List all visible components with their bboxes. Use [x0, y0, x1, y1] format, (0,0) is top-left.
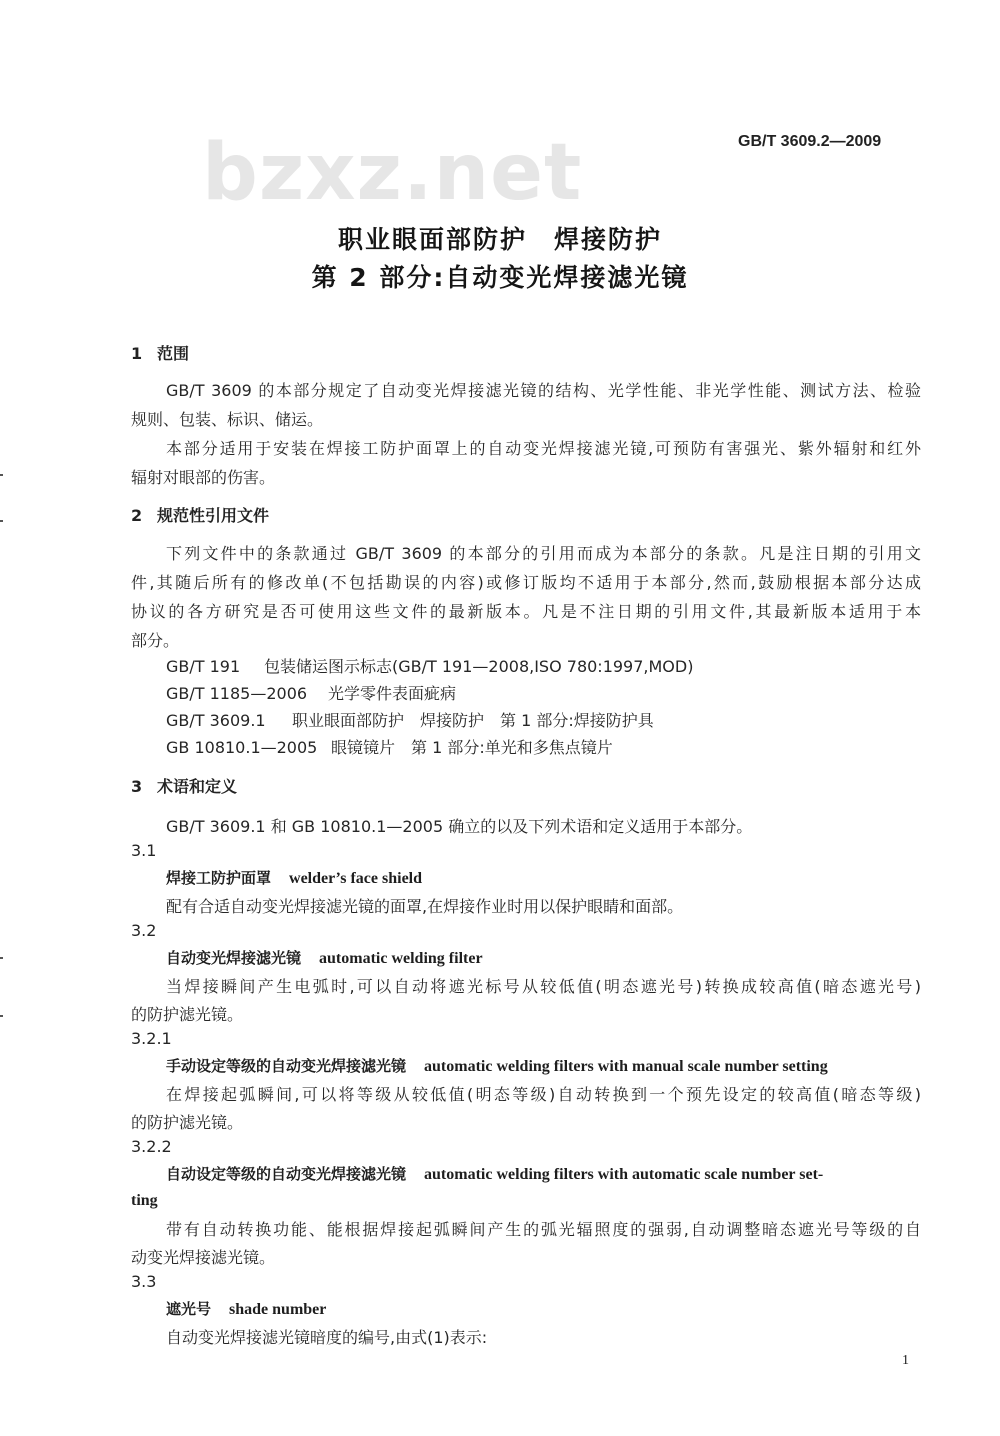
paragraph-line: 件,其随后所有的修改单(不包括勘误的内容)或修订版均不适用于本部分,然而,鼓励根据本部分达成	[131, 573, 921, 592]
paragraph-line: GB/T 3609.1 和 GB 10810.1—2005 确立的以及下列术语和定义适用于本部分。	[166, 817, 753, 836]
term-en: ting	[131, 1192, 158, 1209]
section-3-heading	[131, 774, 237, 797]
document-title-line2: 第 2 部分:自动变光焊接滤光镜	[311, 263, 689, 292]
term-zh: 遮光号	[166, 1300, 212, 1318]
paragraph-line: 部分。	[131, 631, 180, 650]
paragraph-line: 规则、包装、标识、储运。	[131, 410, 324, 429]
term-entry	[166, 1163, 823, 1184]
term-en: automatic welding filters with manual scale number setting	[424, 1058, 828, 1075]
term-entry	[166, 1055, 828, 1076]
reference-code: GB 10810.1—2005	[166, 738, 318, 757]
reference-title: 光学零件表面疵病	[328, 684, 457, 703]
definition-line: 的防护滤光镜。	[131, 1005, 244, 1024]
clause-number: 3.2.2	[131, 1137, 172, 1156]
term-zh: 焊接工防护面罩	[166, 869, 272, 887]
definition-line: 动变光焊接滤光镜。	[131, 1248, 276, 1267]
term-zh: 手动设定等级的自动变光焊接滤光镜	[166, 1057, 407, 1075]
paragraph-line: 本部分适用于安装在焊接工防护面罩上的自动变光焊接滤光镜,可预防有害强光、紫外辐射和红外	[166, 439, 921, 458]
term-entry	[166, 867, 422, 888]
section-title: 范围	[157, 344, 190, 363]
scan-mark	[0, 1015, 3, 1017]
reference-code: GB/T 191	[166, 657, 241, 676]
watermark: bzxz.net	[202, 128, 583, 218]
scan-mark	[0, 957, 3, 959]
definition-line: 当焊接瞬间产生电弧时,可以自动将遮光标号从较低值(明态遮光号)转换成较高值(暗态遮光号)	[166, 977, 921, 996]
clause-number: 3.3	[131, 1272, 157, 1291]
definition-line: 的防护滤光镜。	[131, 1113, 244, 1132]
standard-number: GB/T 3609.2—2009	[738, 133, 882, 150]
clause-number: 3.2	[131, 921, 157, 940]
paragraph-line: 协议的各方研究是否可使用这些文件的最新版本。凡是不注日期的引用文件,其最新版本适用于本	[131, 602, 921, 621]
reference-code: GB/T 3609.1	[166, 711, 266, 730]
reference-title: 眼镜镜片 第 1 部分:单光和多焦点镜片	[331, 738, 613, 757]
term-en: welder’s face shield	[289, 870, 423, 887]
term-entry	[166, 1298, 326, 1319]
section-number: 1	[131, 344, 143, 363]
term-entry	[166, 947, 483, 968]
document-title-line1: 职业眼面部防护 焊接防护	[337, 225, 662, 254]
definition-line: 自动变光焊接滤光镜暗度的编号,由式(1)表示:	[166, 1328, 488, 1347]
reference-item	[166, 681, 456, 704]
section-title: 术语和定义	[157, 777, 238, 796]
reference-code: GB/T 1185—2006	[166, 684, 308, 703]
clause-number: 3.2.1	[131, 1029, 172, 1048]
clause-number: 3.1	[131, 841, 157, 860]
page-number: 1	[902, 1353, 909, 1368]
paragraph-line: GB/T 3609 的本部分规定了自动变光焊接滤光镜的结构、光学性能、非光学性能、测试方法、检验	[166, 381, 921, 400]
term-en: shade number	[229, 1301, 327, 1318]
reference-item	[166, 654, 693, 677]
paragraph-line: 辐射对眼部的伤害。	[131, 468, 276, 487]
term-en-continuation	[131, 1191, 158, 1210]
section-2-heading	[131, 503, 269, 526]
term-zh: 自动设定等级的自动变光焊接滤光镜	[166, 1165, 407, 1183]
paragraph-line: 下列文件中的条款通过 GB/T 3609 的本部分的引用而成为本部分的条款。凡是注日期的引用文	[166, 544, 921, 563]
reference-item	[166, 708, 654, 731]
definition-line: 配有合适自动变光焊接滤光镜的面罩,在焊接作业时用以保护眼睛和面部。	[166, 897, 684, 916]
section-1-heading	[131, 341, 189, 364]
section-number: 3	[131, 777, 143, 796]
term-zh: 自动变光焊接滤光镜	[166, 949, 302, 967]
definition-line: 在焊接起弧瞬间,可以将等级从较低值(明态等级)自动转换到一个预先设定的较高值(暗态等级)	[166, 1085, 921, 1104]
scan-mark	[0, 520, 3, 522]
reference-item	[166, 735, 613, 758]
section-number: 2	[131, 506, 143, 525]
scan-mark	[0, 474, 3, 476]
reference-title: 职业眼面部防护 焊接防护 第 1 部分:焊接防护具	[292, 711, 654, 730]
section-title: 规范性引用文件	[157, 506, 270, 525]
term-en: automatic welding filter	[319, 950, 483, 967]
definition-line: 带有自动转换功能、能根据焊接起弧瞬间产生的弧光辐照度的强弱,自动调整暗态遮光号等级的自	[166, 1220, 921, 1239]
reference-title: 包装储运图示标志(GB/T 191—2008,ISO 780:1997,MOD)	[264, 657, 694, 676]
term-en: automatic welding filters with automatic scale number set-	[424, 1166, 824, 1183]
